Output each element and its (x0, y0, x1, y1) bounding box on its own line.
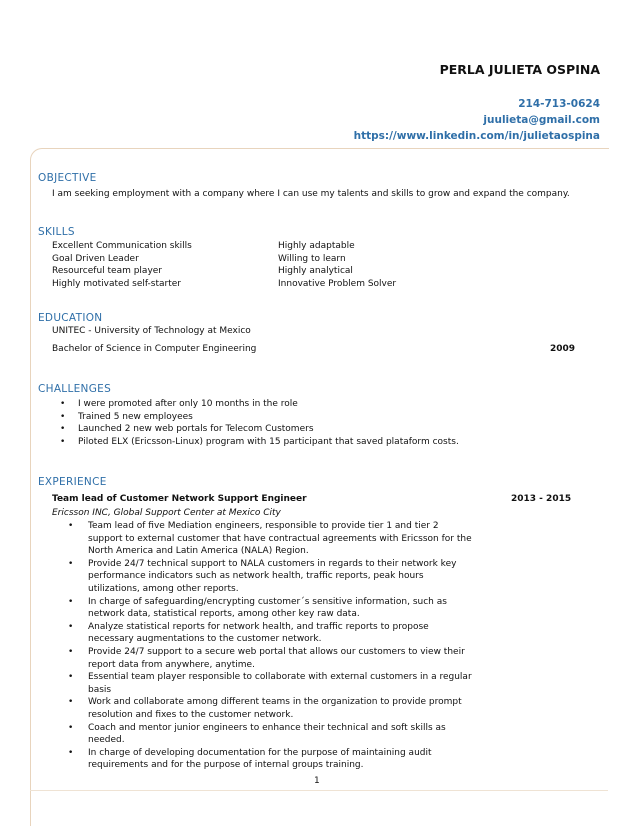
skills-right-column (278, 240, 396, 290)
contact-block (354, 96, 600, 144)
skills-heading: SKILLS (38, 226, 75, 238)
job-title: Team lead of Customer Network Support Engineer (52, 494, 307, 504)
skill-item: Resourceful team player (52, 266, 163, 277)
list-item: • In charge of developing documentation for the purpose of maintaining audit requirements and for the purpose of internal groups training. (52, 747, 472, 772)
list-item: • Team lead of five Mediation engineers, responsible to provide tier 1 and tier 2 support to external customer that have contractual agreements with Ericsson for the North America and Latin America (NALA) Region. (52, 520, 472, 558)
list-item: • I were promoted after only 10 months in the role (48, 398, 528, 411)
skills-left-column (52, 240, 192, 290)
education-school: UNITEC - University of Technology at Mexico (52, 326, 251, 336)
list-item: • Analyze statistical reports for network health, and traffic reports to propose necessary augmentations to the customer network. (52, 621, 472, 646)
list-item: • Launched 2 new web portals for Telecom Customers (48, 423, 528, 436)
skill-item: Highly motivated self-starter (52, 278, 182, 289)
education-degree: Bachelor of Science in Computer Engineering (52, 344, 257, 354)
email-link[interactable]: juulieta@gmail.com (483, 114, 600, 126)
skill-item: Highly adaptable (278, 241, 355, 251)
list-item: • Trained 5 new employees (48, 411, 528, 424)
page-border-bottom (30, 790, 608, 791)
list-item: • Essential team player responsible to collaborate with external customers in a regular basis (52, 671, 472, 696)
skill-item: Goal Driven Leader (52, 253, 139, 264)
page-border-top (30, 148, 609, 163)
list-item: • Coach and mentor junior engineers to enhance their technical and soft skills as needed. (52, 722, 472, 747)
skill-item: Excellent Communication skills (52, 241, 192, 251)
list-item: • Piloted ELX (Ericsson-Linux) program with 15 participant that saved plataform costs. (48, 436, 528, 449)
linkedin-link[interactable]: https://www.linkedin.com/in/julietaospina (353, 130, 600, 142)
experience-list (52, 520, 472, 772)
list-item: • Provide 24/7 technical support to NALA customers in regards to their network key performance indicators such as network health, traffic reports, peak hours utilizations, among other reports. (52, 558, 472, 596)
list-item: • Provide 24/7 support to a secure web portal that allows our customers to view their report data from anywhere, anytime. (52, 646, 472, 671)
skill-item: Innovative Problem Solver (278, 278, 397, 289)
skill-item: Willing to learn (278, 253, 346, 264)
phone-number: 214-713-0624 (518, 98, 600, 110)
list-item: • In charge of safeguarding/encrypting customer´s sensitive information, such as network data, statistical reports, among other key raw data. (52, 596, 472, 621)
job-dates: 2013 - 2015 (511, 494, 572, 504)
job-company: Ericsson INC, Global Support Center at Mexico City (52, 508, 281, 518)
skill-item: Highly analytical (278, 266, 353, 277)
page-number: 1 (314, 776, 320, 786)
experience-heading: EXPERIENCE (38, 476, 107, 488)
education-year: 2009 (550, 344, 576, 354)
education-heading: EDUCATION (38, 312, 103, 324)
objective-heading: OBJECTIVE (38, 172, 97, 184)
challenges-heading: CHALLENGES (38, 383, 112, 395)
challenges-list (48, 398, 528, 448)
list-item: • Work and collaborate among different teams in the organization to provide prompt resolution and fixes to the customer network. (52, 696, 472, 721)
objective-text: I am seeking employment with a company where I can use my talents and skills to grow and expand the company. (52, 189, 570, 199)
page-border-left (30, 162, 31, 826)
candidate-name: PERLA JULIETA OSPINA (439, 62, 600, 77)
